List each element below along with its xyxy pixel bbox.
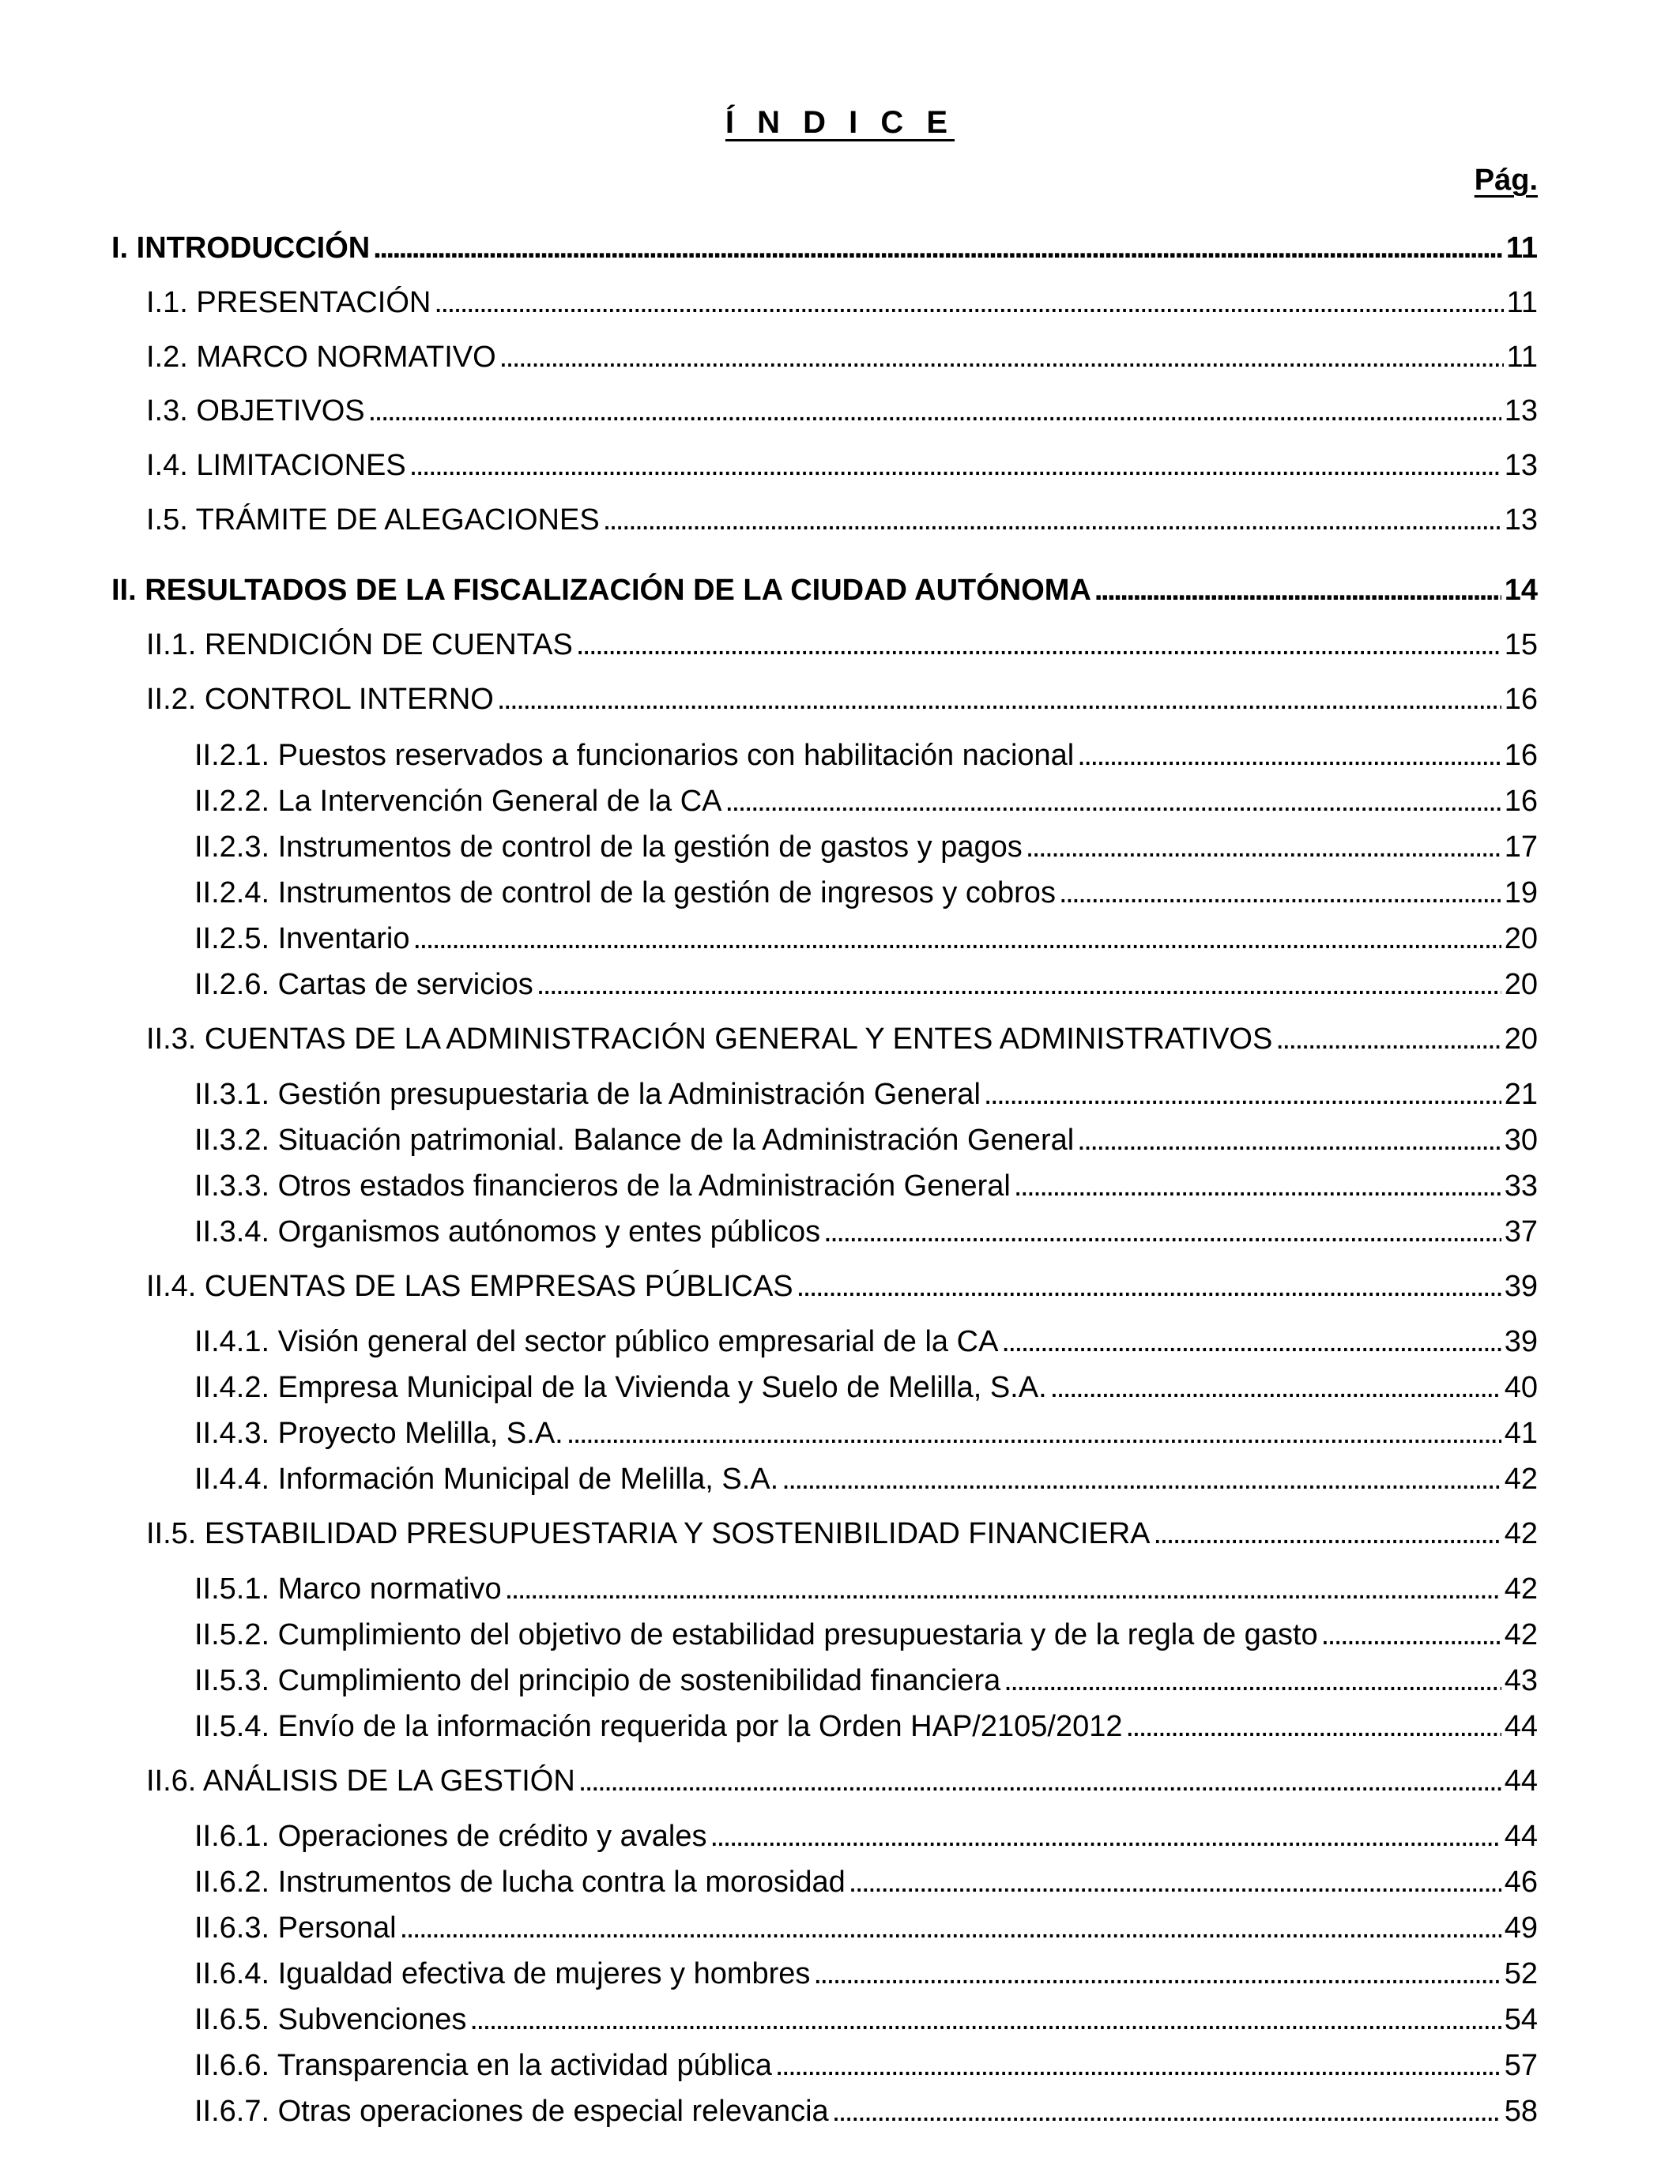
dot-leader: [469, 2001, 1501, 2038]
toc-page-number: 42: [1504, 1572, 1538, 1606]
dot-leader: [1275, 1021, 1501, 1057]
toc-page-number: 57: [1504, 2049, 1538, 2082]
toc-entry-label: II.5. ESTABILIDAD PRESUPUESTARIA Y SOSTENIBILIDAD FINANCIERA: [146, 1517, 1151, 1550]
toc-entry-label: II.4.1. Visión general del sector público empresarial de la CA: [194, 1325, 999, 1358]
toc-page-number: 58: [1504, 2095, 1538, 2128]
dot-leader: [1077, 1122, 1501, 1158]
toc-entry-label: I.2. MARCO NORMATIVO: [146, 341, 496, 374]
toc-entry-label: II.2. CONTROL INTERNO: [146, 683, 494, 716]
toc-page-number: 40: [1504, 1371, 1538, 1404]
toc-page-number: 42: [1504, 1618, 1538, 1651]
toc-page-number: 44: [1504, 1764, 1538, 1798]
toc-page-number: 11: [1506, 341, 1538, 374]
toc-entry[interactable]: [194, 1076, 1538, 1113]
toc-page-number: 33: [1504, 1169, 1538, 1203]
toc-entry-label: II.5.3. Cumplimiento del principio de sostenibilidad financiera: [194, 1664, 1001, 1697]
toc-entry[interactable]: [194, 1956, 1538, 1992]
toc-entry[interactable]: [194, 1910, 1538, 1946]
toc-entry-label: II.5.1. Marco normativo: [194, 1572, 502, 1606]
toc-entry[interactable]: [194, 829, 1538, 865]
toc-entry[interactable]: [194, 1214, 1538, 1250]
dot-leader: [775, 2047, 1501, 2084]
toc-entry[interactable]: [194, 875, 1538, 911]
toc-entry[interactable]: [194, 1708, 1538, 1745]
toc-page-number: 15: [1504, 628, 1538, 661]
toc-entry[interactable]: [194, 1369, 1538, 1406]
dot-leader: [603, 502, 1501, 538]
toc-entry[interactable]: [194, 1818, 1538, 1855]
toc-page-number: 19: [1504, 876, 1538, 909]
toc-entry-label: I. INTRODUCCIÓN: [111, 232, 371, 265]
toc-entry[interactable]: [194, 1617, 1538, 1653]
toc-entry[interactable]: [146, 1021, 1538, 1057]
toc-page-number: 43: [1504, 1664, 1538, 1697]
toc-page-number: 11: [1505, 232, 1538, 265]
toc-entry[interactable]: [194, 2047, 1538, 2084]
toc-page-number: 30: [1504, 1124, 1538, 1157]
toc-entry-label: II.2.1. Puestos reservados a funcionarios con habilitación nacional: [194, 739, 1075, 772]
toc-entry[interactable]: [194, 1461, 1538, 1497]
dot-leader: [576, 627, 1501, 663]
toc-entry-label: II.3.2. Situación patrimonial. Balance de la Administración General: [194, 1124, 1075, 1157]
toc-page-number: 17: [1504, 830, 1538, 864]
page-column-header: Pág.: [1474, 164, 1538, 197]
toc-entry[interactable]: [146, 502, 1538, 538]
dot-leader: [578, 1763, 1501, 1799]
toc-entry-label: II.3. CUENTAS DE LA ADMINISTRACIÓN GENERAL Y ENTES ADMINISTRATIVOS: [146, 1022, 1273, 1056]
toc-entry-label: II.6.5. Subvenciones: [194, 2003, 467, 2036]
toc-page-number: 13: [1504, 394, 1538, 427]
dot-leader: [1059, 875, 1501, 911]
toc-entry-label: I.3. OBJETIVOS: [146, 394, 365, 427]
toc-entry[interactable]: [194, 1415, 1538, 1452]
toc-page-number: 54: [1504, 2003, 1538, 2036]
toc-entry[interactable]: [111, 572, 1538, 608]
toc-page-number: 49: [1504, 1911, 1538, 1945]
dot-leader: [1014, 1168, 1501, 1204]
toc-entry-label: II. RESULTADOS DE LA FISCALIZACIÓN DE LA CIUDAD AUTÓNOMA: [111, 574, 1091, 607]
dot-leader: [710, 1818, 1501, 1855]
toc-entry-label: II.6.3. Personal: [194, 1911, 397, 1945]
toc-entry-label: II.5.2. Cumplimiento del objetivo de estabilidad presupuestaria y de la regla de gasto: [194, 1618, 1318, 1651]
toc-entry-label: II.2.3. Instrumentos de control de la gestión de gastos y pagos: [194, 830, 1023, 864]
toc-page-number: 13: [1504, 503, 1538, 537]
dot-leader: [1321, 1617, 1501, 1653]
toc-entry-label: II.2.4. Instrumentos de control de la gestión de ingresos y cobros: [194, 876, 1056, 909]
toc-entry[interactable]: [194, 1571, 1538, 1607]
dot-leader: [984, 1076, 1501, 1113]
toc-entry[interactable]: [194, 966, 1538, 1003]
toc-entry-label: II.6.4. Igualdad efectiva de mujeres y hombres: [194, 1957, 811, 1990]
toc-page-number: 21: [1504, 1078, 1538, 1111]
toc-page-number: 13: [1504, 449, 1538, 482]
dot-leader: [368, 393, 1501, 429]
toc-entry-label: II.2.5. Inventario: [194, 922, 410, 955]
dot-leader: [497, 681, 1501, 717]
dot-leader: [1094, 572, 1501, 608]
toc-page-number: 20: [1504, 1022, 1538, 1056]
toc-entry[interactable]: [194, 2093, 1538, 2129]
toc-page-number: 11: [1506, 286, 1538, 319]
toc-page-number: 16: [1504, 739, 1538, 772]
toc-entry[interactable]: [146, 1516, 1538, 1552]
dot-leader: [537, 966, 1501, 1003]
dot-leader: [409, 447, 1501, 484]
toc-entry-label: I.1. PRESENTACIÓN: [146, 286, 431, 319]
toc-entry[interactable]: [146, 627, 1538, 663]
toc-entry[interactable]: [146, 393, 1538, 429]
dot-leader: [1004, 1662, 1501, 1699]
dot-leader: [813, 1956, 1501, 1992]
toc-page-number: 41: [1504, 1417, 1538, 1450]
toc-entry[interactable]: [111, 230, 1538, 266]
dot-leader: [505, 1571, 1501, 1607]
toc-entry-label: II.6.2. Instrumentos de lucha contra la morosidad: [194, 1866, 846, 1899]
toc-entry[interactable]: [194, 737, 1538, 774]
toc-entry-label: II.5.4. Envío de la información requerida por la Orden HAP/2105/2012: [194, 1710, 1123, 1743]
toc-entry[interactable]: [194, 921, 1538, 957]
toc-entry-label: II.4.2. Empresa Municipal de la Vivienda y Suelo de Melilla, S.A.: [194, 1371, 1047, 1404]
dot-leader: [1050, 1369, 1501, 1406]
toc-entry[interactable]: [194, 1122, 1538, 1158]
dot-leader: [434, 284, 1503, 321]
toc-entry[interactable]: [194, 1324, 1538, 1360]
toc-entry[interactable]: [194, 1662, 1538, 1699]
dot-leader: [413, 921, 1501, 957]
toc-entry-label: I.5. TRÁMITE DE ALEGACIONES: [146, 503, 600, 537]
toc-entry-label: II.3.1. Gestión presupuestaria de la Administración General: [194, 1078, 981, 1111]
toc-entry[interactable]: [194, 783, 1538, 819]
dot-leader: [567, 1415, 1501, 1452]
dot-leader: [725, 783, 1501, 819]
dot-leader: [1026, 829, 1501, 865]
toc-entry-label: II.4. CUENTAS DE LAS EMPRESAS PÚBLICAS: [146, 1270, 793, 1303]
dot-leader: [849, 1864, 1501, 1900]
toc-page-number: 39: [1504, 1325, 1538, 1358]
dot-leader: [1077, 737, 1501, 774]
toc-page-number: 14: [1504, 574, 1538, 607]
toc-page-number: 46: [1504, 1866, 1538, 1899]
dot-leader: [823, 1214, 1501, 1250]
toc-entry[interactable]: [146, 339, 1538, 375]
page-title: Í N D I C E: [725, 105, 955, 140]
toc-entry-label: I.4. LIMITACIONES: [146, 449, 406, 482]
dot-leader: [832, 2093, 1501, 2129]
toc-page-number: 39: [1504, 1270, 1538, 1303]
toc-entry[interactable]: [194, 1168, 1538, 1204]
dot-leader: [400, 1910, 1501, 1946]
toc-entry[interactable]: [146, 681, 1538, 717]
toc-entry-label: II.6.1. Operaciones de crédito y avales: [194, 1820, 707, 1853]
dot-leader: [1001, 1324, 1501, 1360]
toc-page-number: 37: [1504, 1215, 1538, 1248]
toc-entry[interactable]: [194, 2001, 1538, 2038]
toc-entry-label: II.6.6. Transparencia en la actividad pública: [194, 2049, 772, 2082]
toc-page-number: 16: [1504, 683, 1538, 716]
dot-leader: [373, 230, 1503, 266]
toc-entry-label: II.1. RENDICIÓN DE CUENTAS: [146, 628, 573, 661]
toc-page-number: 42: [1504, 1517, 1538, 1550]
dot-leader: [499, 339, 1504, 375]
toc-entry-label: II.3.4. Organismos autónomos y entes públicos: [194, 1215, 821, 1248]
toc-entry[interactable]: [146, 284, 1538, 321]
toc-entry-label: II.6.7. Otras operaciones de especial relevancia: [194, 2095, 829, 2128]
toc-page-number: 52: [1504, 1957, 1538, 1990]
dot-leader: [1154, 1516, 1501, 1552]
toc-entry-label: II.2.2. La Intervención General de la CA: [194, 785, 722, 818]
toc-page-number: 44: [1504, 1820, 1538, 1853]
toc-page-number: 20: [1504, 968, 1538, 1001]
toc-page-number: 20: [1504, 922, 1538, 955]
toc-page-number: 44: [1504, 1710, 1538, 1743]
toc-page-number: 42: [1504, 1463, 1538, 1496]
toc-entry[interactable]: [146, 447, 1538, 484]
dot-leader: [782, 1461, 1501, 1497]
toc-entry-label: II.4.3. Proyecto Melilla, S.A.: [194, 1417, 563, 1450]
toc-entry[interactable]: [146, 1268, 1538, 1305]
toc-entry[interactable]: [194, 1864, 1538, 1900]
dot-leader: [797, 1268, 1501, 1305]
dot-leader: [1126, 1708, 1501, 1745]
toc-entry-label: II.3.3. Otros estados financieros de la Administración General: [194, 1169, 1011, 1203]
toc-entry[interactable]: [146, 1763, 1538, 1799]
toc-entry-label: II.4.4. Información Municipal de Melilla, S.A.: [194, 1463, 779, 1496]
toc-page-number: 16: [1504, 785, 1538, 818]
toc-entry-label: II.6. ANÁLISIS DE LA GESTIÓN: [146, 1764, 575, 1798]
toc-entry-label: II.2.6. Cartas de servicios: [194, 968, 533, 1001]
